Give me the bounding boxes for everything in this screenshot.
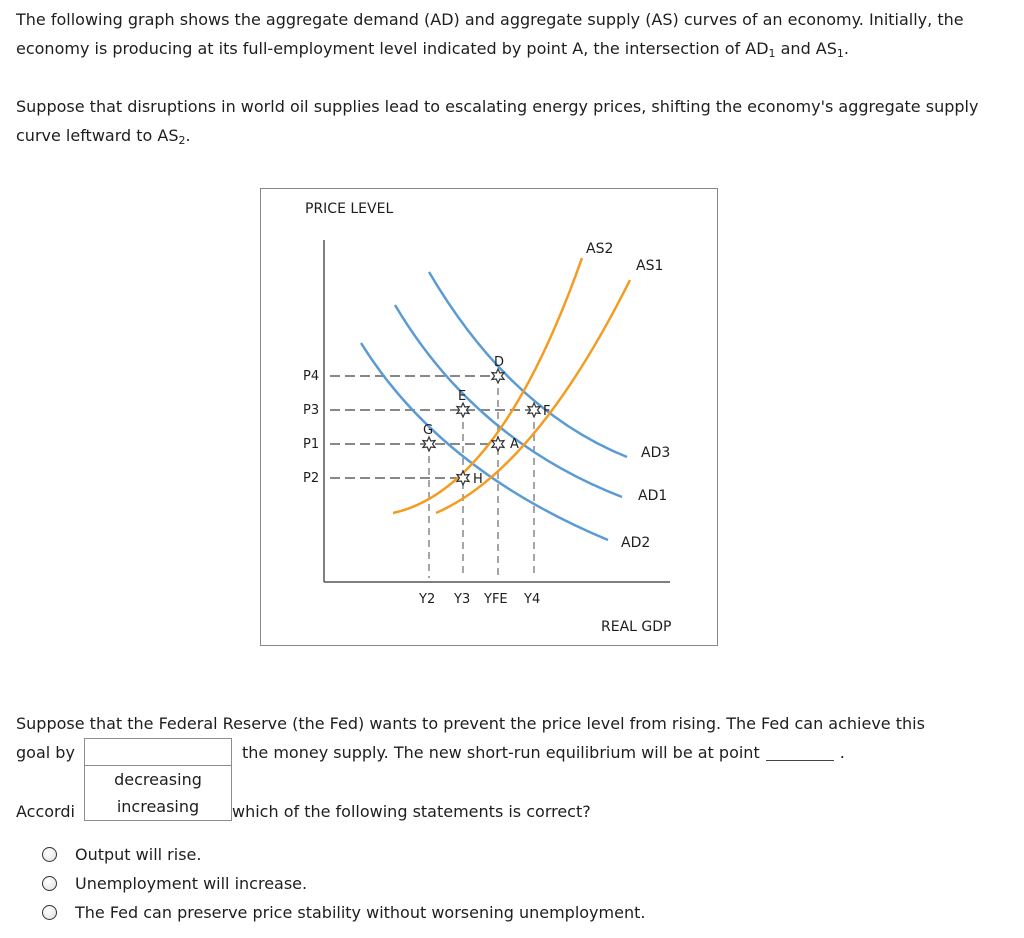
subscript: 1 — [836, 47, 844, 60]
question-line-3-rest — [232, 797, 591, 826]
radio-button[interactable] — [42, 847, 57, 862]
ad1-label: AD1 — [638, 488, 668, 504]
subscript: 1 — [768, 47, 776, 60]
question-end: . — [839, 743, 845, 762]
question-line-1 — [16, 709, 1011, 738]
point-a-label: A — [510, 437, 519, 452]
dropdown-option-decreasing[interactable]: decreasing — [114, 770, 202, 789]
question-text: Suppose that the Federal Reserve (the Fed) wants to prevent the price level from rising. The Fed can achieve this — [16, 714, 925, 733]
radio-button[interactable] — [42, 905, 57, 920]
ad2-label: AD2 — [621, 535, 651, 551]
intro-text: . — [185, 126, 191, 145]
according-text: Accordi — [16, 802, 75, 821]
point-d-label: D — [494, 355, 505, 370]
intro-text: Suppose that disruptions in world oil supplies lead to escalating energy prices, shifting the economy's aggregate supply curve leftward to AS — [16, 97, 979, 145]
answer-label: Output will rise. — [75, 844, 202, 864]
answer-option[interactable] — [42, 843, 201, 865]
dropdown-option-increasing[interactable]: increasing — [116, 797, 200, 816]
point-h-label: H — [473, 472, 483, 487]
money-supply-dropdown-list — [84, 765, 232, 821]
money-supply-dropdown[interactable] — [84, 738, 232, 766]
question-line-3 — [16, 797, 75, 826]
point-f-label: F — [543, 404, 551, 419]
goal-by-text: goal by — [16, 743, 75, 762]
subscript: 2 — [178, 134, 186, 147]
point-e-label: E — [458, 389, 467, 404]
tick-y4: Y4 — [524, 592, 541, 607]
tick-p1: P1 — [303, 437, 320, 452]
intro-text: The following graph shows the aggregate demand (AD) and aggregate supply (AS) curves of an economy. Initially, the economy is producing at its full-employment level indicated by point A, the intersection of AD — [16, 10, 964, 58]
intro-text: . — [843, 39, 849, 58]
ad3-label: AD3 — [641, 445, 671, 461]
tick-y2: Y2 — [419, 592, 436, 607]
question-line-2-rest — [242, 738, 845, 767]
tick-p2: P2 — [303, 471, 320, 486]
answer-option[interactable] — [42, 901, 645, 923]
as1-label: AS1 — [636, 258, 664, 274]
intro-text: and AS — [775, 39, 837, 58]
as2-label: AS2 — [586, 241, 614, 257]
y-axis-label: PRICE LEVEL — [305, 201, 394, 217]
answer-option[interactable] — [42, 872, 307, 894]
tick-yfe: YFE — [484, 592, 508, 607]
question-line-2 — [16, 738, 75, 767]
x-axis-label: REAL GDP — [601, 619, 672, 635]
radio-button[interactable] — [42, 876, 57, 891]
question-mid-text: the money supply. The new short-run equilibrium will be at point — [242, 743, 760, 762]
tick-p4: P4 — [303, 369, 320, 384]
point-blank[interactable] — [766, 744, 834, 761]
tick-p3: P3 — [303, 403, 320, 418]
tick-y3: Y3 — [454, 592, 471, 607]
point-g-label: G — [423, 423, 434, 438]
question-2-text: which of the following statements is correct? — [232, 802, 591, 821]
answer-label: The Fed can preserve price stability without worsening unemployment. — [75, 902, 646, 922]
answer-label: Unemployment will increase. — [75, 873, 308, 893]
